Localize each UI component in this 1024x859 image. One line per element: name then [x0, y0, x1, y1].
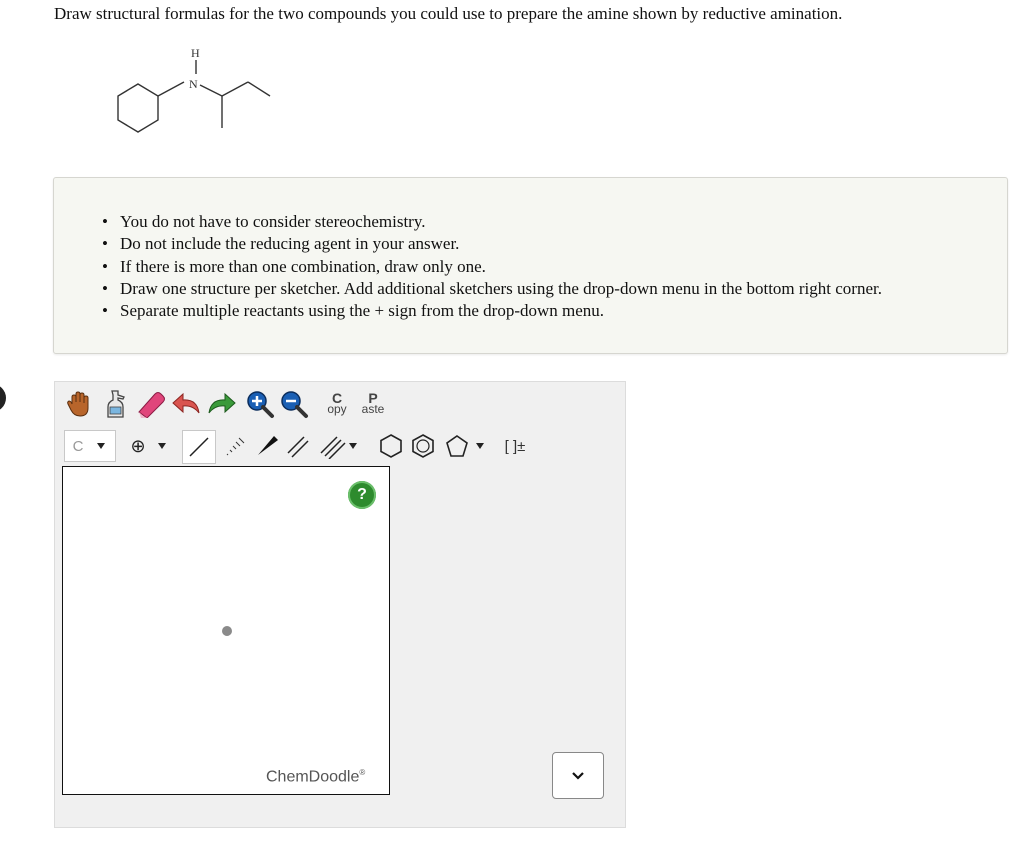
- copy-button[interactable]: [322, 388, 352, 420]
- question-text: Draw structural formulas for the two compounds you could use to prepare the amine shown by reductive amination.: [54, 4, 843, 23]
- sketcher-options-dropdown[interactable]: [552, 752, 604, 799]
- triple-bond-tool[interactable]: [314, 430, 364, 462]
- single-bond-tool[interactable]: [182, 430, 216, 464]
- bracket-charge-tool[interactable]: [496, 430, 534, 462]
- benzene-icon: [410, 432, 436, 460]
- list-item: • If there is more than one combination, draw only one.: [102, 256, 882, 278]
- eraser-icon[interactable]: [134, 388, 168, 420]
- paste-label-top: P: [368, 390, 378, 406]
- list-item: • Separate multiple reactants using the + sign from the drop-down menu.: [102, 300, 882, 322]
- edge-marker: [0, 384, 6, 412]
- chevron-down-icon: [474, 441, 486, 451]
- chevron-down-icon: [156, 441, 168, 451]
- wedge-bond-icon: [254, 433, 280, 459]
- paste-label-bottom: aste: [361, 402, 385, 416]
- brand-text: ChemDoodle: [266, 768, 360, 786]
- double-bond-icon: [285, 433, 311, 459]
- zoom-out-icon[interactable]: [278, 388, 310, 420]
- instructions-panel: [53, 177, 1008, 354]
- copy-label-top: C: [331, 390, 343, 406]
- benzene-tool[interactable]: [406, 430, 440, 462]
- wedge-bond-tool[interactable]: [250, 430, 284, 462]
- canvas-cursor-dot: [222, 626, 232, 636]
- hashed-bond-tool[interactable]: [218, 430, 252, 462]
- help-button[interactable]: ?: [348, 481, 376, 509]
- list-item: • You do not have to consider stereochemistry.: [102, 211, 882, 233]
- chevron-down-icon: [95, 441, 107, 451]
- hydrogen-label: H: [191, 46, 200, 60]
- cyclohexane-tool[interactable]: [374, 430, 408, 462]
- zoom-in-icon[interactable]: [244, 388, 276, 420]
- chevron-down-icon: [571, 771, 585, 781]
- bracket-charge-label: [ ]±: [504, 437, 526, 455]
- amine-structure: [108, 44, 278, 154]
- paste-button[interactable]: [356, 388, 390, 420]
- charge-label: ⊕: [130, 435, 146, 457]
- nitrogen-label: N: [189, 77, 198, 91]
- cyclopentane-icon: [444, 433, 470, 459]
- hashed-bond-icon: [222, 433, 248, 459]
- hand-icon[interactable]: [64, 388, 94, 420]
- redo-icon[interactable]: [204, 388, 238, 420]
- undo-icon[interactable]: [170, 388, 204, 420]
- copy-label-bottom: opy: [327, 402, 347, 416]
- cyclopentane-tool[interactable]: [438, 430, 492, 462]
- cyclohexane-ring: [118, 84, 158, 132]
- cyclohexane-icon: [378, 432, 404, 460]
- element-selector[interactable]: [64, 430, 116, 462]
- charge-selector[interactable]: [122, 430, 176, 462]
- list-item: • Do not include the reducing agent in your answer.: [102, 233, 882, 255]
- triple-bond-icon: [319, 433, 347, 459]
- chemdoodle-brand: [266, 768, 365, 786]
- clear-bottle-icon[interactable]: [100, 388, 132, 420]
- instructions-list: [102, 211, 882, 322]
- double-bond-tool[interactable]: [282, 430, 314, 462]
- brand-registered-mark: ®: [359, 768, 366, 777]
- list-item: • Draw one structure per sketcher. Add additional sketchers using the drop-down menu in the bottom right corner.: [102, 278, 882, 300]
- chevron-down-icon: [347, 441, 359, 451]
- single-bond-icon: [186, 434, 212, 460]
- element-label: C: [72, 437, 84, 455]
